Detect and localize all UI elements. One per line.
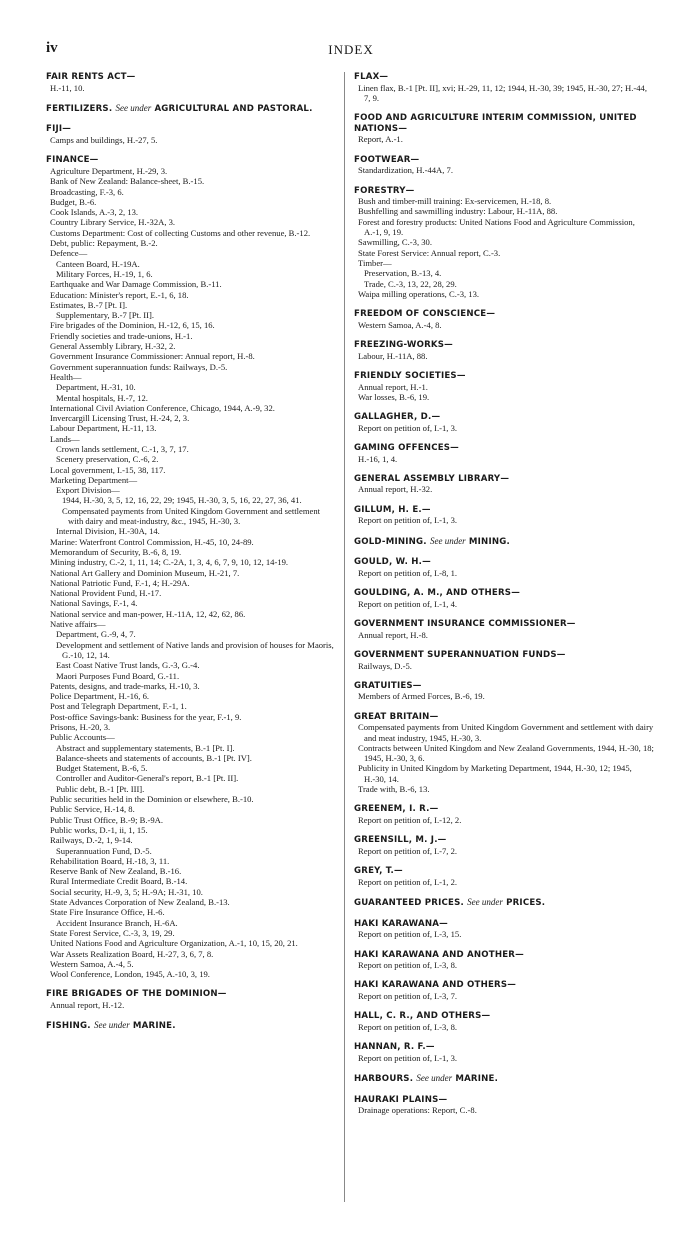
index-entry bbox=[354, 681, 654, 702]
index-entry bbox=[354, 557, 654, 578]
index-heading-text: FINANCE— bbox=[46, 155, 99, 166]
see-under-text: See under bbox=[416, 1073, 453, 1084]
index-subentry: Public works, D.-1, ii, 1, 15. bbox=[50, 824, 148, 835]
index-heading bbox=[354, 505, 654, 516]
index-heading-text: GREY, T.— bbox=[354, 866, 403, 877]
index-entry bbox=[46, 103, 336, 115]
index-subentry: International Civil Aviation Conference, Chicago, 1944, A.-9, 32. bbox=[50, 402, 275, 413]
index-subentry: Post-office Savings-bank: Business for the year, F.-1, 9. bbox=[50, 711, 242, 722]
index-subentry: Balance-sheets and statements of accounts, B.-1 [Pt. IV]. bbox=[56, 752, 252, 763]
index-subentry: Report on petition of, I.-12, 2. bbox=[358, 814, 462, 825]
index-subentry: Agriculture Department, H.-29, 3. bbox=[50, 165, 168, 176]
index-subentry: Supplementary, B.-7 [Pt. II]. bbox=[56, 310, 155, 321]
index-heading-text: GOVERNMENT SUPERANNUATION FUNDS— bbox=[354, 649, 566, 660]
index-heading-text: HAKI KARAWANA AND ANOTHER— bbox=[354, 949, 524, 960]
index-subentry: Post and Telegraph Department, F.-1, 1. bbox=[50, 701, 187, 712]
index-subentry: Report on petition of, I.-3, 15. bbox=[358, 929, 462, 940]
index-subentry: Report on petition of, I.-7, 2. bbox=[358, 845, 458, 856]
index-subentry: Mining industry, C.-2, 1, 11, 14; C.-2A, 1, 3, 4, 6, 7, 9, 10, 12, 14-19. bbox=[50, 557, 289, 568]
index-heading bbox=[354, 835, 654, 846]
index-subentry: State Advances Corporation of New Zealand, B.-13. bbox=[50, 897, 230, 908]
index-subentry: State Fire Insurance Office, H.-6. bbox=[50, 907, 165, 918]
see-reference: AGRICULTURAL AND PASTORAL. bbox=[154, 103, 313, 114]
index-subentry: Estimates, B.-7 [Pt. I]. bbox=[50, 299, 128, 310]
index-heading bbox=[46, 103, 336, 115]
index-heading bbox=[46, 124, 336, 135]
index-heading-text: GRATUITIES— bbox=[354, 680, 422, 691]
index-subentry: Canteen Board, H.-19A. bbox=[56, 258, 140, 269]
index-heading bbox=[46, 989, 336, 1000]
index-heading bbox=[46, 72, 336, 83]
index-heading bbox=[354, 340, 654, 351]
index-subentry: Members of Armed Forces, B.-6, 19. bbox=[358, 691, 485, 702]
index-entry bbox=[354, 412, 654, 433]
index-heading bbox=[354, 588, 654, 599]
index-subentry: Report on petition of, I.-3, 8. bbox=[358, 960, 458, 971]
index-entry bbox=[354, 155, 654, 176]
index-entry bbox=[46, 124, 336, 145]
index-subentry: Waipa milling operations, C.-3, 13. bbox=[358, 288, 480, 299]
index-subentry: Prisons, H.-20, 3. bbox=[50, 722, 111, 732]
index-heading bbox=[354, 309, 654, 320]
index-heading-text: GENERAL ASSEMBLY LIBRARY— bbox=[354, 473, 510, 484]
index-subentry: War Assets Realization Board, H.-27, 3, 6, 7, 8. bbox=[50, 948, 214, 959]
index-subentry: Camps and buildings, H.-27, 5. bbox=[50, 135, 158, 146]
index-entry bbox=[354, 1095, 654, 1116]
index-subentry: Development and settlement of Native lands and provision of houses for Maoris, G.-10, 12, 14. bbox=[56, 639, 334, 660]
index-subentry: Export Division— bbox=[56, 485, 120, 496]
index-subentry: Timber— bbox=[358, 257, 392, 268]
index-subentry: Crown lands settlement, C.-1, 3, 7, 17. bbox=[56, 443, 189, 454]
index-subentry: Reserve Bank of New Zealand, B.-16. bbox=[50, 866, 182, 877]
index-subentry: Public debt, B.-1 [Pt. III]. bbox=[56, 783, 145, 794]
index-subentry: Publicity in United Kingdom by Marketing Department, 1944, H.-30, 12; 1945, H.-30, 14. bbox=[358, 763, 632, 784]
index-entry bbox=[354, 113, 654, 144]
index-subentry: Superannuation Fund, D.-5. bbox=[56, 845, 152, 856]
index-subentry: Cook Islands, A.-3, 2, 13. bbox=[50, 207, 139, 218]
index-subentry: H.-16, 1, 4. bbox=[358, 453, 398, 464]
index-entry bbox=[46, 155, 336, 979]
index-subentry: Report on petition of, I.-1, 4. bbox=[358, 598, 458, 609]
index-heading-text: HANNAN, R. F.— bbox=[354, 1042, 435, 1053]
index-entry bbox=[354, 1011, 654, 1032]
index-subentry: Report, A.-1. bbox=[358, 134, 403, 145]
index-heading bbox=[354, 866, 654, 877]
index-heading bbox=[354, 650, 654, 661]
index-heading-text: HAKI KARAWANA AND OTHERS— bbox=[354, 980, 517, 991]
index-subentry: Government Insurance Commissioner: Annual report, H.-8. bbox=[50, 351, 255, 362]
index-heading-text: GOULD, W. H.— bbox=[354, 557, 431, 568]
index-subentry: Report on petition of, I.-8, 1. bbox=[358, 567, 458, 578]
index-entry bbox=[354, 474, 654, 495]
index-entry bbox=[354, 866, 654, 887]
index-subentry: Social security, H.-9, 3, 5; H.-9A; H.-31, 10. bbox=[50, 886, 203, 897]
index-heading-text: FOOD AND AGRICULTURE INTERIM COMMISSION, UNITED NATIONS— bbox=[354, 113, 637, 134]
index-subentry: Report on petition of, I.-1, 2. bbox=[358, 876, 458, 887]
page-header bbox=[46, 40, 656, 56]
index-subentry: Lands— bbox=[50, 433, 80, 444]
index-heading bbox=[46, 155, 336, 166]
index-subentry: Government superannuation funds: Railways, D.-5. bbox=[50, 361, 228, 372]
index-subentry: Debt, public: Repayment, B.-2. bbox=[50, 238, 158, 249]
index-subentry: Annual report, H.-12. bbox=[50, 1000, 125, 1011]
index-heading-text: FERTILIZERS. bbox=[46, 103, 113, 114]
see-reference: PRICES. bbox=[506, 898, 546, 909]
index-heading-text: HAURAKI PLAINS— bbox=[354, 1094, 448, 1105]
index-entry bbox=[354, 804, 654, 825]
index-heading bbox=[354, 1042, 654, 1053]
index-subentry: Public Trust Office, B.-9; B.-9A. bbox=[50, 814, 163, 825]
index-subentry: Trade with, B.-6, 13. bbox=[358, 784, 430, 795]
index-subentry: Police Department, H.-16, 6. bbox=[50, 691, 150, 702]
index-subentry: Maori Purposes Fund Board, G.-11. bbox=[56, 670, 180, 681]
see-reference: MARINE. bbox=[455, 1074, 499, 1085]
index-entry bbox=[354, 980, 654, 1001]
index-subentry: Public securities held in the Dominion or elsewhere, B.-10. bbox=[50, 794, 254, 805]
index-subentry: Public Service, H.-14, 8. bbox=[50, 804, 135, 815]
index-subentry: Rehabilitation Board, H.-18, 3, 11. bbox=[50, 855, 170, 866]
index-heading-text: GOULDING, A. M., AND OTHERS— bbox=[354, 588, 520, 599]
index-subentry: Labour, H.-11A, 88. bbox=[358, 350, 428, 361]
index-heading-text: FRIENDLY SOCIETIES— bbox=[354, 370, 466, 381]
index-heading bbox=[354, 72, 654, 83]
index-heading bbox=[354, 1095, 654, 1106]
index-heading bbox=[354, 536, 654, 548]
index-subentry: Customs Department: Cost of collecting Customs and other revenue, B.-12. bbox=[50, 227, 311, 238]
index-column-right bbox=[354, 72, 654, 1126]
see-reference: MARINE. bbox=[132, 1021, 176, 1032]
index-heading-text: HALL, C. R., AND OTHERS— bbox=[354, 1011, 491, 1022]
index-entry bbox=[354, 1042, 654, 1063]
index-subentry: Local government, I.-15, 38, 117. bbox=[50, 464, 166, 475]
index-heading bbox=[354, 804, 654, 815]
index-entry bbox=[354, 536, 654, 548]
index-heading bbox=[354, 897, 654, 909]
index-heading-text: FREEDOM OF CONSCIENCE— bbox=[354, 309, 496, 320]
index-subentry: Report on petition of, I.-1, 3. bbox=[358, 1052, 458, 1063]
index-subentry: Native affairs— bbox=[50, 619, 106, 630]
index-heading bbox=[354, 681, 654, 692]
see-under-text: See under bbox=[115, 102, 152, 113]
index-heading-text: GOVERNMENT INSURANCE COMMISSIONER— bbox=[354, 619, 576, 630]
index-heading-text: GOLD-MINING. bbox=[354, 536, 427, 547]
index-subentry: Earthquake and War Damage Commission, B.-11. bbox=[50, 279, 222, 290]
index-heading-text: GUARANTEED PRICES. bbox=[354, 898, 464, 909]
index-entry bbox=[354, 186, 654, 300]
see-under-text: See under bbox=[429, 535, 466, 546]
index-heading-text: FREEZING-WORKS— bbox=[354, 340, 453, 351]
index-entry bbox=[46, 1020, 336, 1032]
index-subentry: Budget Statement, B.-6, 5. bbox=[56, 763, 148, 774]
index-entry bbox=[354, 619, 654, 640]
index-subentry: Budget, B.-6. bbox=[50, 196, 97, 207]
index-heading bbox=[354, 950, 654, 961]
index-entry bbox=[46, 989, 336, 1010]
index-subentry: Contracts between United Kingdom and New Zealand Governments, 1944, H.-30, 18; 1945, H.-30, 3, 6. bbox=[358, 742, 654, 764]
index-subentry: Report on petition of, I.-3, 7. bbox=[358, 991, 458, 1002]
index-entry bbox=[354, 919, 654, 940]
index-subentry: Public Accounts— bbox=[50, 732, 115, 743]
see-under-text: See under bbox=[93, 1020, 130, 1031]
index-subentry: Country Library Service, H.-32A, 3. bbox=[50, 217, 176, 228]
index-subentry: H.-11, 10. bbox=[50, 82, 85, 93]
index-subentry: 1944, H.-30, 3, 5, 12, 16, 22, 29; 1945, H.-30, 3, 5, 16, 22, 27, 36, 41. bbox=[62, 495, 302, 506]
index-heading bbox=[354, 980, 654, 991]
index-entry bbox=[354, 309, 654, 330]
index-heading bbox=[354, 919, 654, 930]
index-subentry: East Coast Native Trust lands, G.-3, G.-4. bbox=[56, 660, 200, 671]
index-entry bbox=[354, 835, 654, 856]
index-subentry: Wool Conference, London, 1945, A.-10, 3, 19. bbox=[50, 969, 210, 980]
index-subentry: Labour Department, H.-11, 13. bbox=[50, 423, 157, 434]
index-subentry: Compensated payments from United Kingdom Government and settlement with dairy and meat-industry, &c., 1945, H.-30, 3. bbox=[62, 505, 320, 527]
index-subentry: Fire brigades of the Dominion, H.-12, 6, 15, 16. bbox=[50, 320, 215, 331]
index-subentry: Drainage operations: Report, C.-8. bbox=[358, 1105, 477, 1116]
index-subentry: United Nations Food and Agriculture Organization, A.-1, 10, 15, 20, 21. bbox=[50, 938, 298, 949]
index-subentry: Friendly societies and trade-unions, H.-1. bbox=[50, 330, 193, 341]
index-subentry: Railways, D.-2, 1, 9-14. bbox=[50, 835, 133, 846]
index-subentry: Western Samoa, A.-4, 5. bbox=[50, 958, 134, 969]
index-heading bbox=[354, 155, 654, 166]
index-column-left bbox=[46, 72, 336, 1042]
index-heading bbox=[354, 1073, 654, 1085]
index-subentry: Preservation, B.-13, 4. bbox=[364, 268, 442, 279]
index-entry bbox=[354, 1073, 654, 1085]
index-subentry: Report on petition of, I.-1, 3. bbox=[358, 422, 458, 433]
index-heading-text: GALLAGHER, D.— bbox=[354, 412, 441, 423]
index-subentry: National Art Gallery and Dominion Museum, H.-21, 7. bbox=[50, 567, 240, 578]
index-heading bbox=[354, 371, 654, 382]
page-title: INDEX bbox=[328, 42, 374, 57]
index-heading-text: GREAT BRITAIN— bbox=[354, 711, 439, 722]
index-subentry: Western Samoa, A.-4, 8. bbox=[358, 319, 442, 330]
index-subentry: Annual report, H.-8. bbox=[358, 629, 428, 640]
index-heading bbox=[354, 619, 654, 630]
index-heading bbox=[354, 474, 654, 485]
index-heading bbox=[354, 186, 654, 197]
index-entry bbox=[354, 588, 654, 609]
index-heading bbox=[354, 557, 654, 568]
index-subentry: Memorandum of Security, B.-6, 8, 19. bbox=[50, 546, 182, 557]
index-subentry: Railways, D.-5. bbox=[358, 660, 412, 671]
index-heading-text: FAIR RENTS ACT— bbox=[46, 72, 136, 82]
see-under-text: See under bbox=[467, 897, 503, 908]
index-entry bbox=[354, 712, 654, 795]
index-subentry: Department, H.-31, 10. bbox=[56, 382, 136, 393]
index-entry bbox=[354, 72, 654, 103]
index-subentry: War losses, B.-6, 19. bbox=[358, 391, 430, 402]
index-subentry: Health— bbox=[50, 371, 82, 382]
column-divider bbox=[344, 72, 345, 1202]
index-subentry: Military Forces, H.-19, 1, 6. bbox=[56, 268, 153, 279]
index-heading bbox=[354, 712, 654, 723]
index-entry bbox=[354, 897, 654, 909]
index-entry bbox=[354, 950, 654, 971]
index-subentry: Abstract and supplementary statements, B.-1 [Pt. I]. bbox=[56, 742, 235, 753]
index-subentry: Invercargill Licensing Trust, H.-24, 2, 3. bbox=[50, 413, 190, 424]
index-entry bbox=[354, 650, 654, 671]
index-subentry: Education: Minister's report, E.-1, 6, 18. bbox=[50, 289, 189, 300]
index-subentry: National Provident Fund, H.-17. bbox=[50, 588, 162, 599]
index-subentry: National Savings, F.-1, 4. bbox=[50, 598, 138, 609]
index-heading-text: GREENSILL, M. J.— bbox=[354, 835, 447, 846]
index-subentry: Annual report, H.-32. bbox=[358, 484, 433, 495]
index-subentry: Mental hospitals, H.-7, 12. bbox=[56, 392, 148, 403]
index-heading-text: GREENEM, I. R.— bbox=[354, 804, 439, 815]
index-subentry: Bank of New Zealand: Balance-sheet, B.-15. bbox=[50, 176, 205, 187]
index-subentry: National service and man-power, H.-11A, 12, 42, 62, 86. bbox=[50, 608, 246, 619]
index-heading bbox=[354, 113, 654, 134]
index-heading-text: FOOTWEAR— bbox=[354, 154, 420, 165]
index-subentry: General Assembly Library, H.-32, 2. bbox=[50, 341, 176, 352]
index-heading bbox=[354, 412, 654, 423]
index-heading-text: FLAX— bbox=[354, 72, 389, 82]
index-subentry: State Forest Service, C.-3, 3, 19, 29. bbox=[50, 927, 175, 938]
index-subentry: Report on petition of, I.-3, 8. bbox=[358, 1021, 458, 1032]
index-heading bbox=[46, 1020, 336, 1032]
index-heading-text: GAMING OFFENCES— bbox=[354, 442, 459, 453]
page-number: iv bbox=[46, 40, 58, 56]
index-heading bbox=[354, 1011, 654, 1022]
index-subentry: Department, G.-9, 4, 7. bbox=[56, 629, 136, 640]
index-heading-text: FORESTRY— bbox=[354, 185, 415, 196]
see-reference: MINING. bbox=[468, 536, 510, 547]
index-subentry: Accident Insurance Branch, H.-6A. bbox=[56, 917, 178, 928]
index-subentry: Rural Intermediate Credit Board, B.-14. bbox=[50, 876, 188, 887]
index-subentry: Patents, designs, and trade-marks, H.-10, 3. bbox=[50, 680, 200, 691]
index-heading-text: HAKI KARAWANA— bbox=[354, 918, 448, 929]
index-subentry: Defence— bbox=[50, 248, 88, 259]
index-subentry: Standardization, H.-44A, 7. bbox=[358, 165, 453, 176]
index-entry bbox=[46, 72, 336, 93]
index-subentry: Sawmilling, C.-3, 30. bbox=[358, 237, 433, 248]
index-subentry: Marine: Waterfront Control Commission, H.-45, 10, 24-89. bbox=[50, 536, 254, 547]
index-heading-text: FIRE BRIGADES OF THE DOMINION— bbox=[46, 989, 227, 1000]
index-subentry: Controller and Auditor-General's report, B.-1 [Pt. II]. bbox=[56, 773, 239, 784]
index-heading bbox=[354, 443, 654, 454]
index-subentry: Linen flax, B.-1 [Pt. II], xvi; H.-29, 11, 12; 1944, H.-30, 39; 1945, H.-30, 27; H.-44, 7, 9. bbox=[358, 82, 647, 103]
index-heading-text: GILLUM, H. E.— bbox=[354, 504, 431, 515]
index-subentry: Trade, C.-3, 13, 22, 28, 29. bbox=[364, 278, 457, 289]
index-entry bbox=[354, 443, 654, 464]
index-entry bbox=[354, 505, 654, 526]
index-subentry: Compensated payments from United Kingdom Government and settlement with dairy and meat industry, 1945, H.-30, 3. bbox=[358, 722, 654, 743]
index-subentry: State Forest Service: Annual report, C.-3. bbox=[358, 247, 501, 258]
index-entry bbox=[354, 340, 654, 361]
index-subentry: Scenery preservation, C.-6, 2. bbox=[56, 454, 159, 465]
index-subentry: Annual report, H.-1. bbox=[358, 381, 428, 392]
index-heading-text: FISHING. bbox=[46, 1021, 91, 1032]
index-subentry: Bush and timber-mill training: Ex-servicemen, H.-18, 8. bbox=[358, 196, 552, 207]
index-subentry: National Patriotic Fund, F.-1, 4; H.-29A. bbox=[50, 577, 190, 588]
index-subentry: Broadcasting, F.-3, 6. bbox=[50, 186, 124, 197]
index-heading-text: FIJI— bbox=[46, 124, 72, 135]
index-heading-text: HARBOURS. bbox=[354, 1074, 414, 1085]
index-entry bbox=[354, 371, 654, 402]
index-subentry: Report on petition of, I.-1, 3. bbox=[358, 515, 458, 526]
index-subentry: Bushfelling and sawmilling industry: Labour, H.-11A, 88. bbox=[358, 206, 558, 217]
index-subentry: Internal Division, H.-30A, 14. bbox=[56, 526, 160, 537]
index-subentry: Forest and forestry products: United Nations Food and Agriculture Commission, A.-1, 9, 19. bbox=[358, 216, 635, 238]
index-subentry: Marketing Department— bbox=[50, 474, 138, 485]
